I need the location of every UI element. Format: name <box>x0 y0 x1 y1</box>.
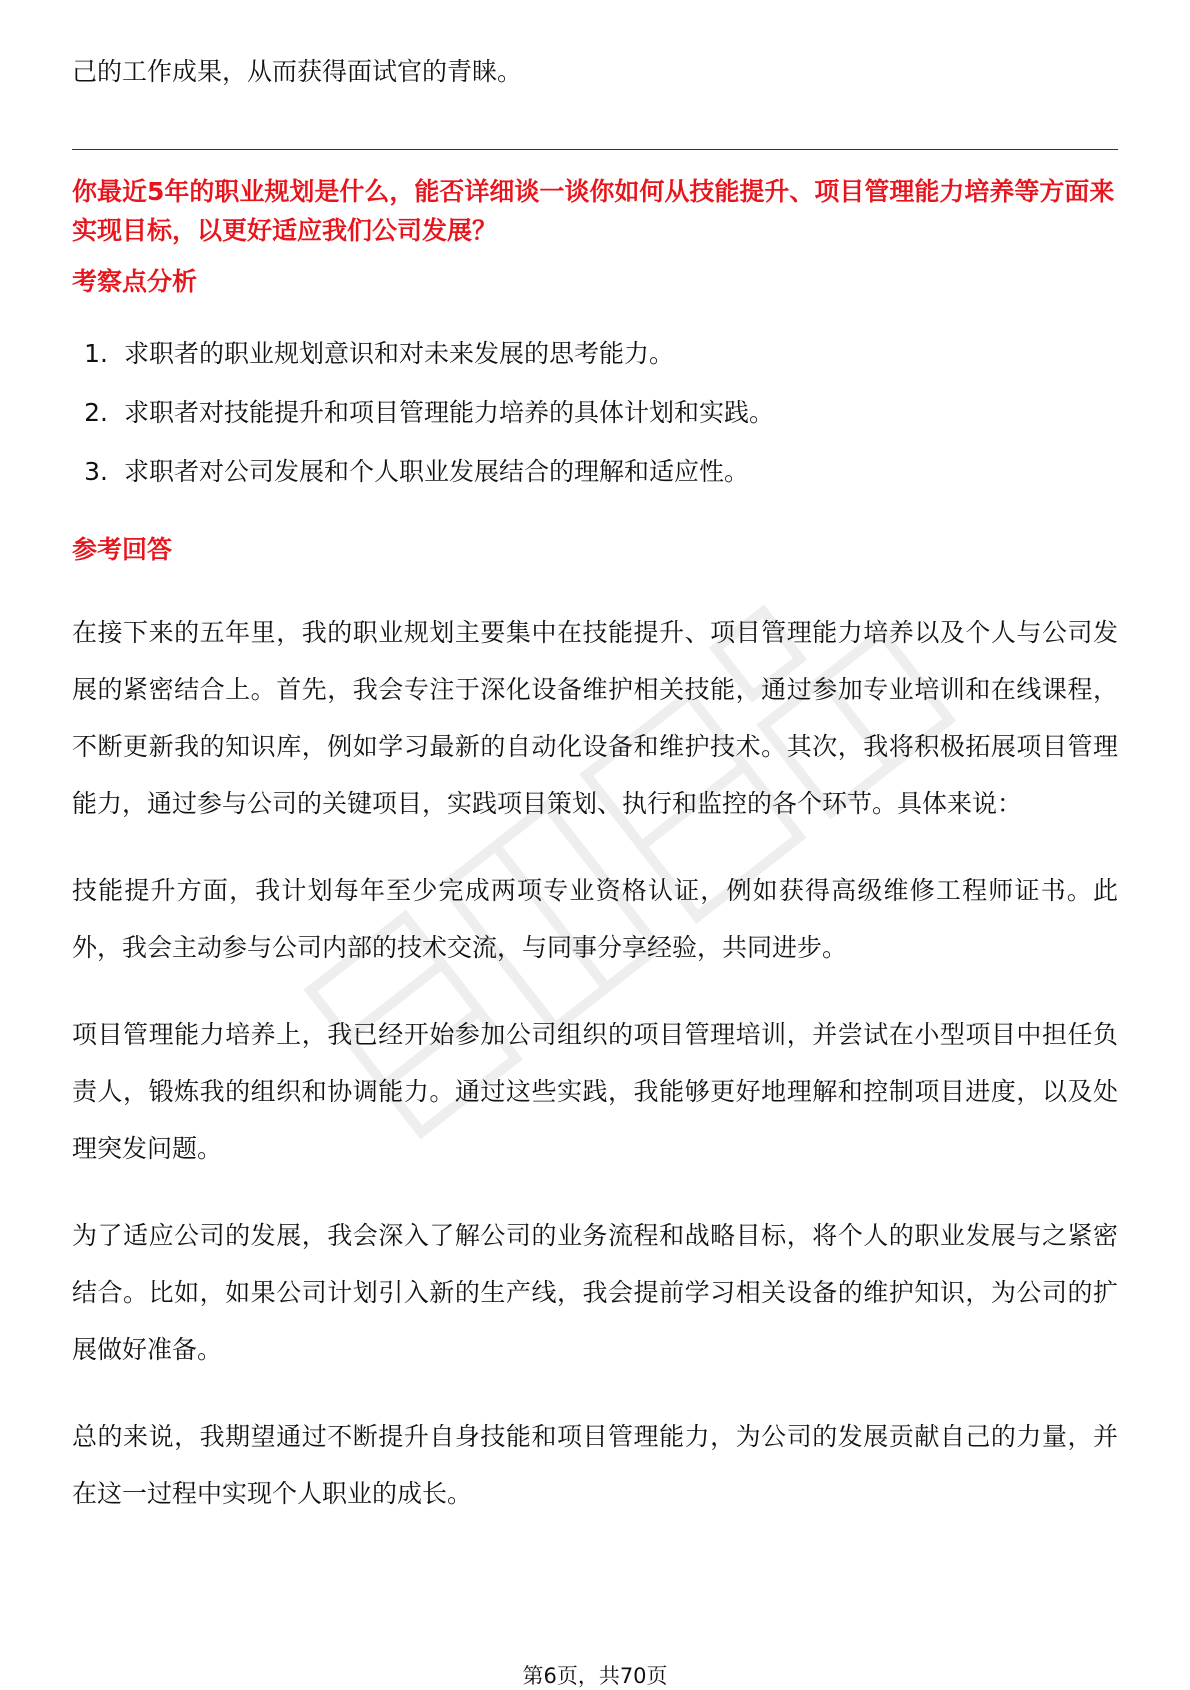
analysis-list <box>72 336 1118 513</box>
list-item <box>72 395 1118 454</box>
answer-paragraph: 项目管理能力培养上，我已经开始参加公司组织的项目管理培训，并尝试在小型项目中担任负责人，锻炼我的组织和协调能力。通过这些实践，我能够更好地理解和控制项目进度，以及处理突发问题。 <box>72 1020 1118 1163</box>
list-number: 2. <box>84 398 108 427</box>
list-item <box>72 336 1118 395</box>
continuation-text: 己的工作成果，从而获得面试官的青睐。 <box>72 57 523 86</box>
answer-paragraph: 为了适应公司的发展，我会深入了解公司的业务流程和战略目标，将个人的职业发展与之紧密结合。比如，如果公司计划引入新的生产线，我会提前学习相关设备的维护知识，为公司的扩展做好准备。 <box>72 1221 1118 1364</box>
list-item <box>72 454 1118 513</box>
interview-question: 你最近5年的职业规划是什么，能否详细谈一谈你如何从技能提升、项目管理能力培养等方面来实现目标，以更好适应我们公司发展？ <box>72 177 1115 245</box>
list-item-text: 求职者对技能提升和项目管理能力培养的具体计划和实践。 <box>124 398 775 427</box>
list-number: 3. <box>84 457 108 486</box>
answer-paragraph: 在接下来的五年里，我的职业规划主要集中在技能提升、项目管理能力培养以及个人与公司发展的紧密结合上。首先，我会专注于深化设备维护相关技能，通过参加专业培训和在线课程，不断更新我的知识库，例如学习最新的自动化设备和维护技术。其次，我将积极拓展项目管理能力，通过参与公司的关键项目，实践项目策划、执行和监控的各个环节。具体来说： <box>72 618 1118 818</box>
answer-heading: 参考回答 <box>72 535 173 564</box>
list-number: 1. <box>84 339 108 368</box>
page-number: 第6页，共70页 <box>522 1664 668 1688</box>
answer-body <box>72 604 1118 1552</box>
answer-paragraph: 总的来说，我期望通过不断提升自身技能和项目管理能力，为公司的发展贡献自己的力量，并在这一过程中实现个人职业的成长。 <box>72 1422 1118 1508</box>
answer-paragraph: 技能提升方面，我计划每年至少完成两项专业资格认证，例如获得高级维修工程师证书。此外，我会主动参与公司内部的技术交流，与同事分享经验，共同进步。 <box>72 876 1118 962</box>
section-divider <box>72 149 1118 150</box>
list-item-text: 求职者对公司发展和个人职业发展结合的理解和适应性。 <box>124 457 750 486</box>
list-item-text: 求职者的职业规划意识和对未来发展的思考能力。 <box>124 339 675 368</box>
analysis-heading: 考察点分析 <box>72 267 198 296</box>
